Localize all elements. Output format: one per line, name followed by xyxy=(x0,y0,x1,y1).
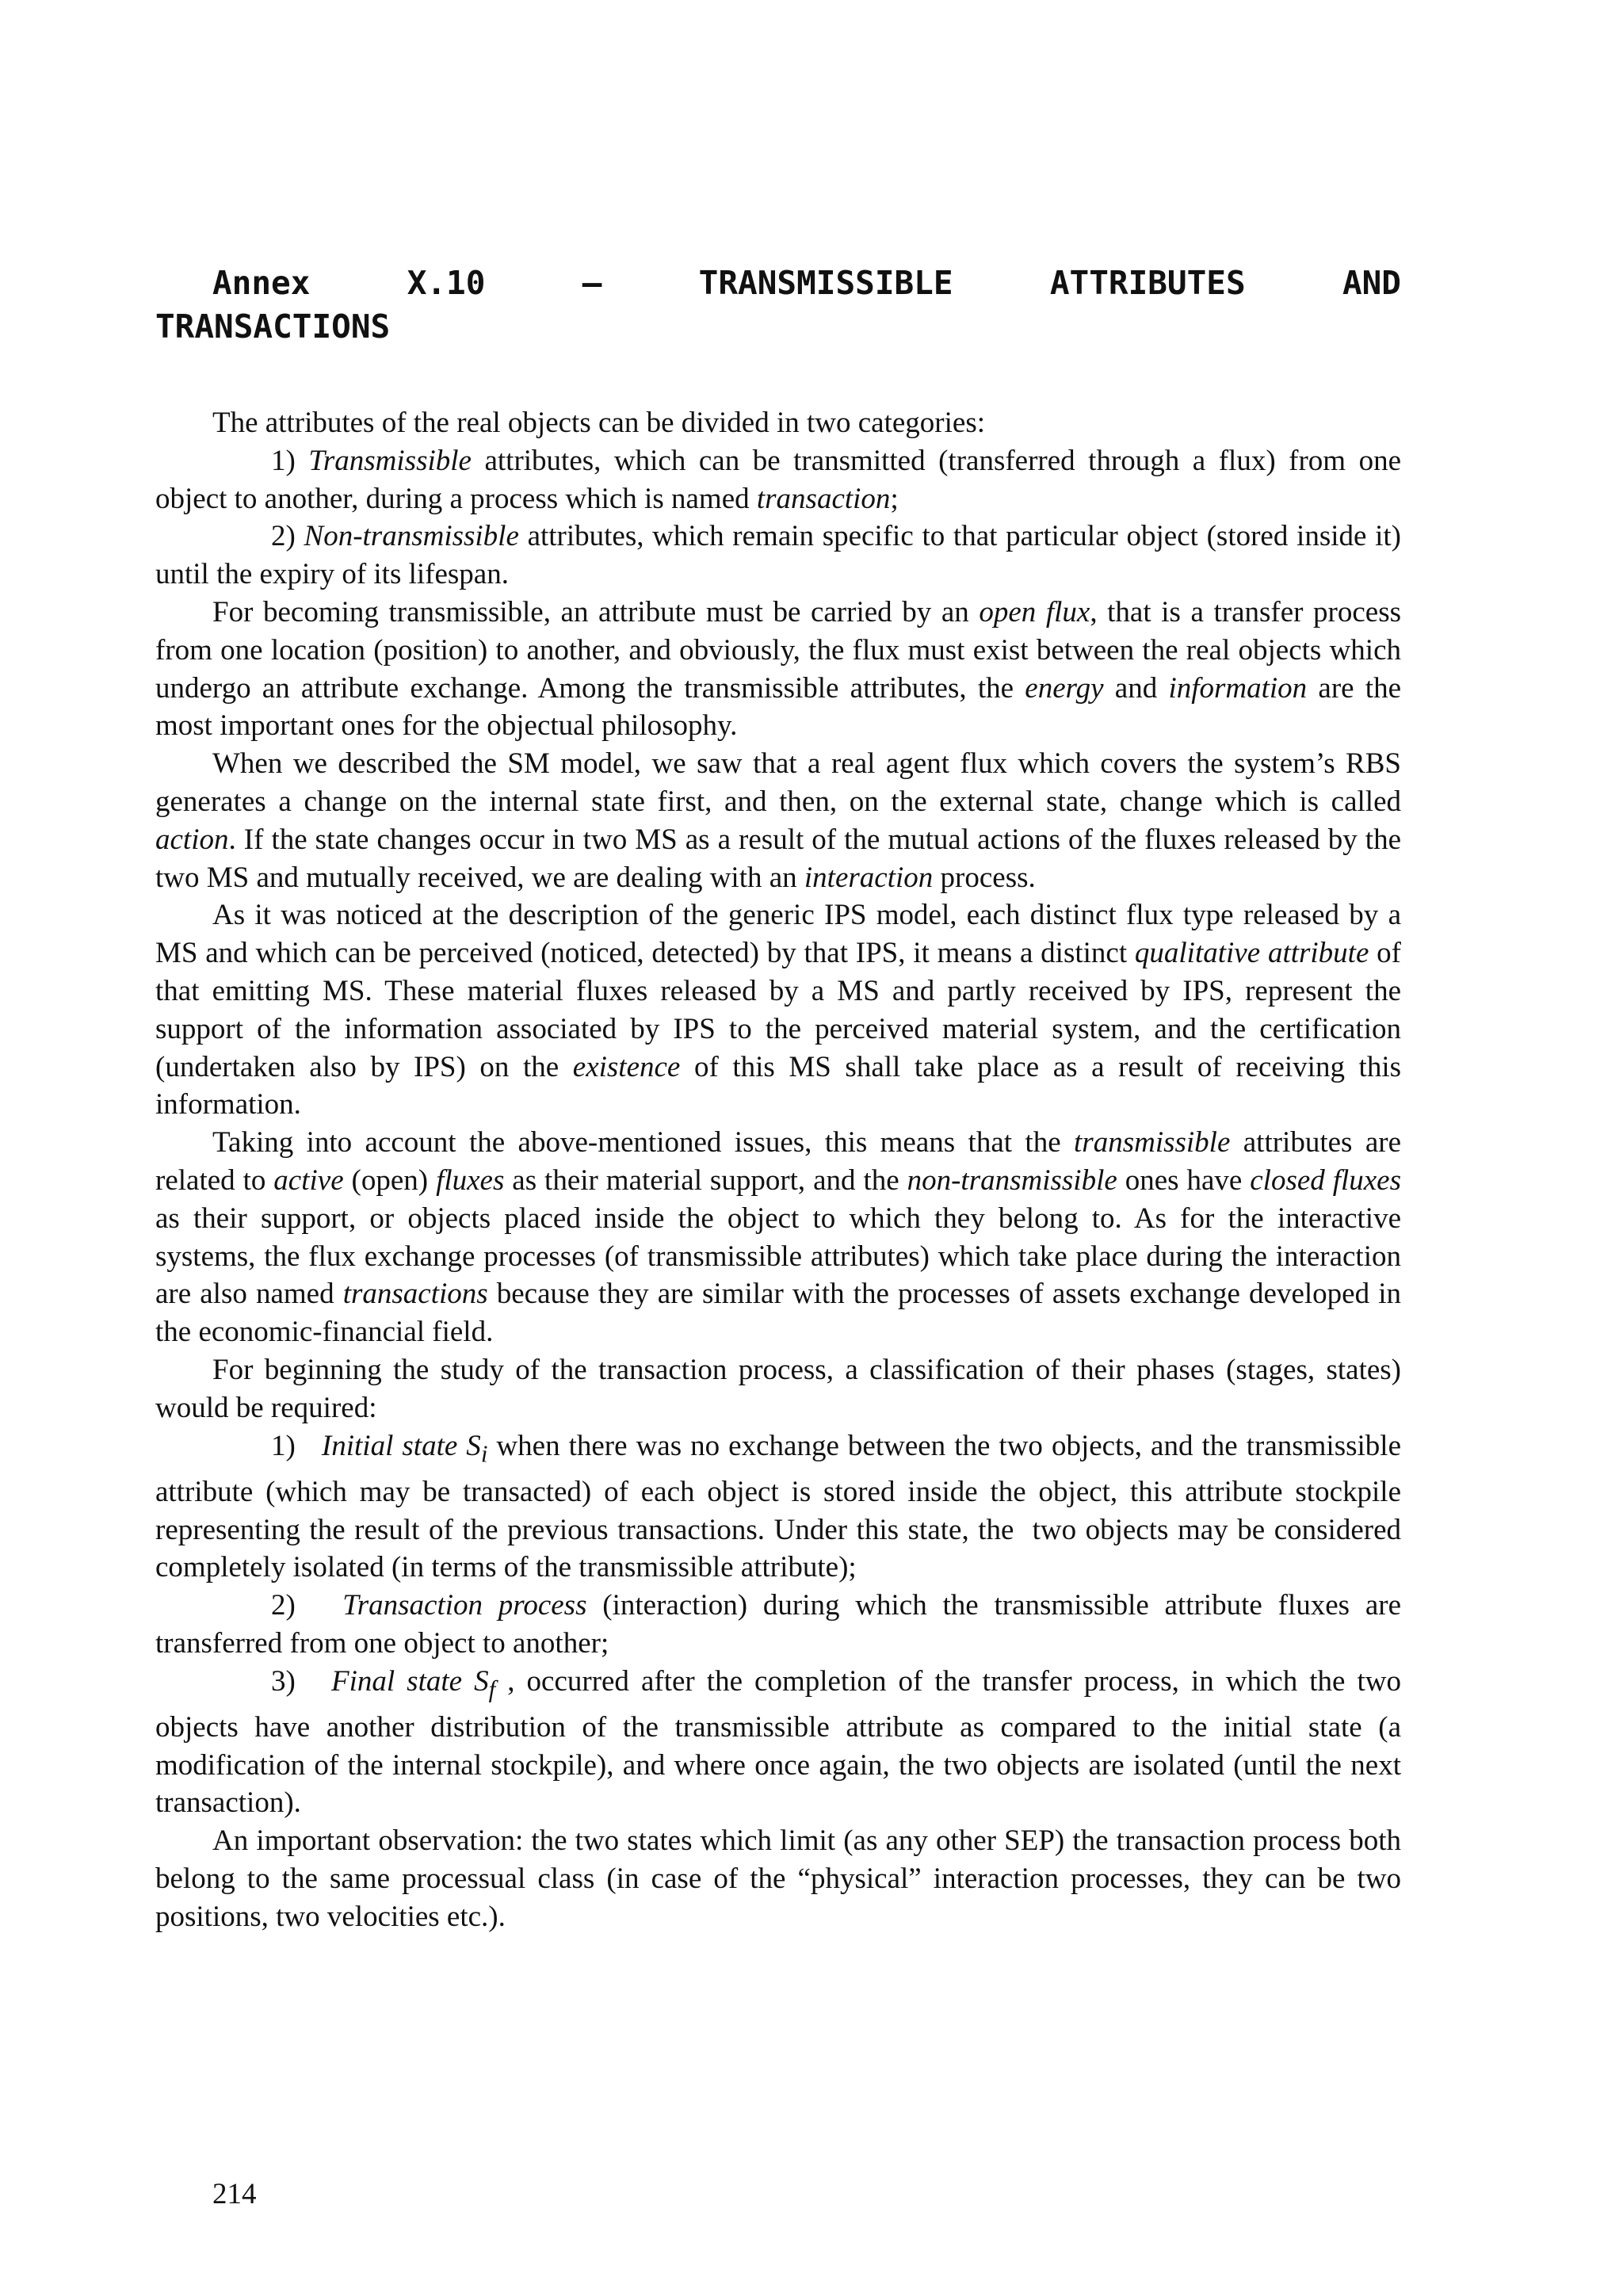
paragraph: 1) Transmissible attributes, which can be transmitted (transferred through a flux) from one object to another, during a process which is named transaction; xyxy=(155,444,1401,515)
paragraph: An important observation: the two states which limit (as any other SEP) the transaction process both belong to the same processual class (in case of the “physical” interaction processes, they can be two positions, two velocities etc.). xyxy=(155,1824,1401,1933)
heading-word: X.10 xyxy=(407,264,486,302)
heading-word: AND xyxy=(1342,264,1401,302)
heading-word: TRANSMISSIBLE xyxy=(698,264,953,302)
paragraph: 1) Initial state $S_i$ when there was no exchange between the two objects, and the transmissible attribute (which may be transacted) of each object is stored inside the object, this attribute stockpile representing the result of the previous transactions. Under this state, the two objects may be considered completely isolated (in terms of the transmissible attribute); xyxy=(155,1429,1401,1584)
paragraph: For beginning the study of the transaction process, a classification of their phases (stages, states) would be required: xyxy=(155,1353,1401,1424)
paragraph: As it was noticed at the description of the generic IPS model, each distinct flux type released by a MS and which can be perceived (noticed, detected) by that IPS, it means a distinct qualitative attribute of that emitting MS. These material fluxes released by a MS and partly received by IPS, represent the support of the information associated by IPS to the perceived material system, and the certification (undertaken also by IPS) on the existence of this MS shall take place as a result of receiving this information. xyxy=(155,899,1401,1121)
paragraph: Taking into account the above-mentioned issues, this means that the transmissible attributes are related to active (open) fluxes as their material support, and the non-transmissible ones have closed fluxes as their support, or objects placed inside the object to which they belong to. As for the interactive systems, the flux exchange processes (of transmissible attributes) which take place during the interaction are also named transactions because they are similar with the processes of assets exchange developed in the economic-financial field. xyxy=(155,1126,1402,1349)
heading-word: Annex xyxy=(212,264,311,302)
heading-line-1 xyxy=(155,262,1401,305)
heading-line-2: TRANSACTIONS xyxy=(155,308,391,346)
paragraph: The attributes of the real objects can be divided in two categories: xyxy=(212,407,986,439)
page-number: 214 xyxy=(212,2178,257,2210)
heading-word: – xyxy=(582,264,602,302)
annex-heading xyxy=(155,262,1401,349)
body-text xyxy=(155,404,1401,1936)
paragraph: 2) Non-transmissible attributes, which remain specific to that particular object (stored inside it) until the expiry of its lifespan. xyxy=(155,520,1401,591)
document-page xyxy=(155,0,1401,2296)
heading-word: ATTRIBUTES xyxy=(1049,264,1246,302)
paragraph: When we described the SM model, we saw that a real agent flux which covers the system’s RBS generates a change on the internal state first, and then, on the external state, change which is called action. If the state changes occur in two MS as a result of the mutual actions of the fluxes released by the two MS and mutually received, we are dealing with an interaction process. xyxy=(155,747,1401,894)
paragraph: 3) Final state $S_f$ , occurred after the completion of the transfer process, in which the two objects have another distribution of the transmissible attribute as compared to the initial state (a modification of the internal stockpile), and where once again, the two objects are isolated (until the next transaction). xyxy=(155,1664,1401,1820)
paragraph: For becoming transmissible, an attribute must be carried by an open flux, that is a transfer process from one location (position) to another, and obviously, the flux must exist between the real objects which undergo an attribute exchange. Among the transmissible attributes, the energy and information are the most important ones for the objectual philosophy. xyxy=(155,595,1401,743)
paragraph: 2) Transaction process (interaction) during which the transmissible attribute fluxes are transferred from one object to another; xyxy=(155,1589,1402,1660)
